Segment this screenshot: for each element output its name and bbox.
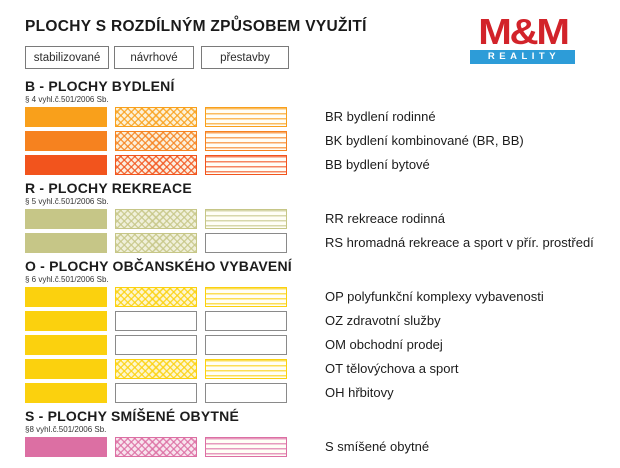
- section-law-ref: § 5 vyhl.č.501/2006 Sb.: [25, 197, 109, 206]
- chip-stabilizovane: stabilizované: [25, 46, 109, 69]
- section-heading: O - PLOCHY OBČANSKÉHO VYBAVENÍ: [25, 258, 292, 274]
- legend-row-bb: [25, 155, 620, 175]
- section-obcanske-vybaveni: [25, 258, 620, 403]
- section-heading: S - PLOCHY SMÍŠENÉ OBYTNÉ: [25, 408, 239, 424]
- swatch-navrhove: [115, 383, 197, 403]
- legend-row-label: BB bydlení bytové: [325, 157, 430, 172]
- swatch-prestavby: [205, 287, 287, 307]
- legend-row-label: OM obchodní prodej: [325, 337, 443, 352]
- swatch-stabilizovane: [25, 383, 107, 403]
- swatch-prestavby: [205, 335, 287, 355]
- swatch-stabilizovane: [25, 335, 107, 355]
- swatch-prestavby: [205, 233, 287, 253]
- section-law-ref: § 6 vyhl.č.501/2006 Sb.: [25, 275, 109, 284]
- legend-row-br: [25, 107, 620, 127]
- section-law-ref: §8 vyhl.č.501/2006 Sb.: [25, 425, 107, 434]
- swatch-navrhove: [115, 155, 197, 175]
- swatch-stabilizovane: [25, 437, 107, 457]
- swatch-stabilizovane: [25, 311, 107, 331]
- swatch-prestavby: [205, 437, 287, 457]
- section-bydleni: [25, 78, 620, 175]
- legend-row-label: S smíšené obytné: [325, 439, 430, 454]
- section-heading: R - PLOCHY REKREACE: [25, 180, 192, 196]
- swatch-stabilizovane: [25, 209, 107, 229]
- legend-row-oz: [25, 311, 620, 331]
- legend-row-bk: [25, 131, 620, 151]
- swatch-stabilizovane: [25, 131, 107, 151]
- logo-mm-text: M&M: [477, 14, 568, 50]
- page-title: PLOCHY S ROZDÍLNÝM ZPŮSOBEM VYUŽITÍ: [25, 18, 367, 35]
- legend-row-ot: [25, 359, 620, 379]
- legend-row-label: OT tělovýchova a sport: [325, 361, 459, 376]
- legend-row-label: BK bydlení kombinované (BR, BB): [325, 133, 524, 148]
- legend-row-rr: [25, 209, 620, 229]
- swatch-prestavby: [205, 155, 287, 175]
- legend-row-label: BR bydlení rodinné: [325, 109, 436, 124]
- section-law-ref: § 4 vyhl.č.501/2006 Sb.: [25, 95, 109, 104]
- legend-row-om: [25, 335, 620, 355]
- section-heading: B - PLOCHY BYDLENÍ: [25, 78, 175, 94]
- legend-row-label: OH hřbitovy: [325, 385, 394, 400]
- swatch-navrhove: [115, 359, 197, 379]
- swatch-prestavby: [205, 311, 287, 331]
- section-rekreace: [25, 180, 620, 253]
- swatch-prestavby: [205, 107, 287, 127]
- logo-mm-mark: [470, 14, 575, 50]
- swatch-navrhove: [115, 209, 197, 229]
- chip-navrhove: návrhové: [114, 46, 194, 69]
- mm-reality-logo: [470, 14, 575, 64]
- legend-row-rs: [25, 233, 620, 253]
- swatch-navrhove: [115, 233, 197, 253]
- swatch-navrhove: [115, 131, 197, 151]
- swatch-stabilizovane: [25, 155, 107, 175]
- swatch-navrhove: [115, 107, 197, 127]
- legend-row-label: RR rekreace rodinná: [325, 211, 445, 226]
- swatch-prestavby: [205, 131, 287, 151]
- swatch-stabilizovane: [25, 287, 107, 307]
- swatch-navrhove: [115, 311, 197, 331]
- section-smisene-obytne: [25, 408, 620, 457]
- swatch-stabilizovane: [25, 233, 107, 253]
- swatch-stabilizovane: [25, 107, 107, 127]
- swatch-prestavby: [205, 209, 287, 229]
- swatch-navrhove: [115, 437, 197, 457]
- swatch-navrhove: [115, 287, 197, 307]
- legend-row-op: [25, 287, 620, 307]
- legend-row-label: OZ zdravotní služby: [325, 313, 441, 328]
- legend-row-s: [25, 437, 620, 457]
- swatch-prestavby: [205, 359, 287, 379]
- logo-reality-bar: REALITY: [470, 50, 575, 64]
- swatch-navrhove: [115, 335, 197, 355]
- legend-row-label: OP polyfunkční komplexy vybavenosti: [325, 289, 544, 304]
- legend-row-oh: [25, 383, 620, 403]
- legend-row-label: RS hromadná rekreace a sport v přír. prostředí: [325, 235, 594, 250]
- swatch-prestavby: [205, 383, 287, 403]
- swatch-stabilizovane: [25, 359, 107, 379]
- chip-prestavby: přestavby: [201, 46, 289, 69]
